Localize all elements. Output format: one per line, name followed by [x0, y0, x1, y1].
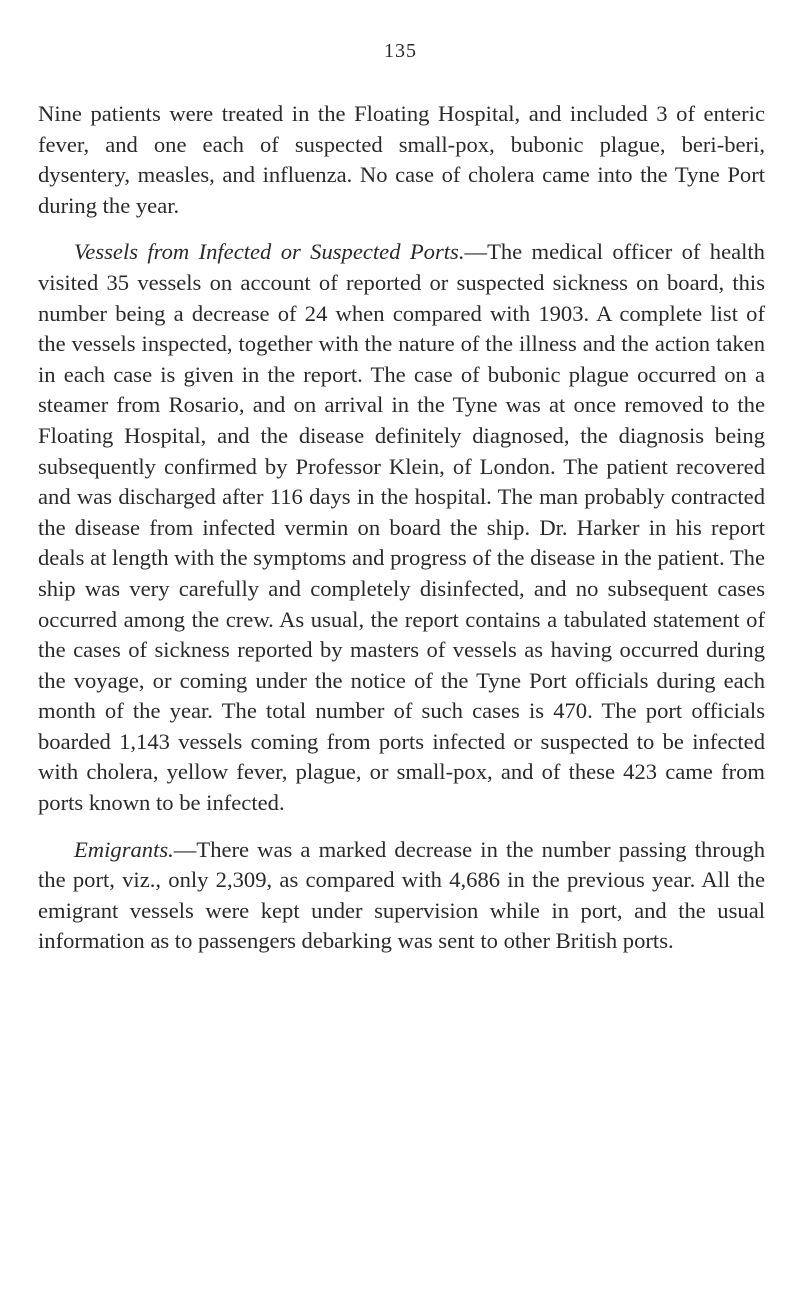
paragraph-text: Nine patients were treated in the Floating Hospital, and included 3 of enteric fever, and one each of suspected small-pox, bubonic plague, beri-beri, dysentery, measles, and influenza. No case of cholera came into the Tyne Port during the year. — [38, 101, 765, 218]
body-text — [38, 99, 765, 973]
section-heading-emigrants: Emigrants. — [74, 836, 174, 862]
page-number: 135 — [384, 40, 417, 62]
section-heading-infected-ports: Vessels from Infected or Suspected Ports. — [74, 239, 465, 265]
paragraph-text: —The medical officer of health visited 35 vessels on account of reported or suspected sickness on board, this number being a decrease of 24 when compared with 1903. A complete list of the vessels inspected, together with the nature of the illness and the action taken in each case is given in the report. The case of bubonic plague occurred on a steamer from Rosario, and on arrival in the Tyne was at once removed to the Floating Hospital, and the disease definitely diagnosed, the diagnosis being subsequently confirmed by Professor Klein, of London. The patient recovered and was discharged after 116 days in the hospital. The man probably contracted the disease from infected vermin on board the ship. Dr. Harker in his report deals at length with the symptoms and progress of the disease in the patient. The ship was very carefully and completely disinfected, and no subsequent cases occurred among the crew. As usual, the report contains a tabulated statement of the cases of sickness reported by masters of vessels as having occurred during the voyage, or coming under the notice of the Tyne Port officials during each month of the year. The total number of such cases is 470. The port officials boarded 1,143 vessels coming from ports infected or suspected to be infected with cholera, yellow fever, plague, or small-pox, and of these 423 came from ports known to be infected. — [38, 239, 765, 816]
paragraph-infected-ports — [38, 237, 765, 818]
paragraph-emigrants — [38, 835, 765, 957]
paragraph-floating-hospital — [38, 99, 765, 221]
paragraph-text: —There was a marked decrease in the number passing through the port, viz., only 2,309, as compared with 4,686 in the previous year. All the emigrant vessels were kept under supervision while in port, and the usual information as to passengers debarking was sent to other British ports. — [38, 836, 765, 954]
